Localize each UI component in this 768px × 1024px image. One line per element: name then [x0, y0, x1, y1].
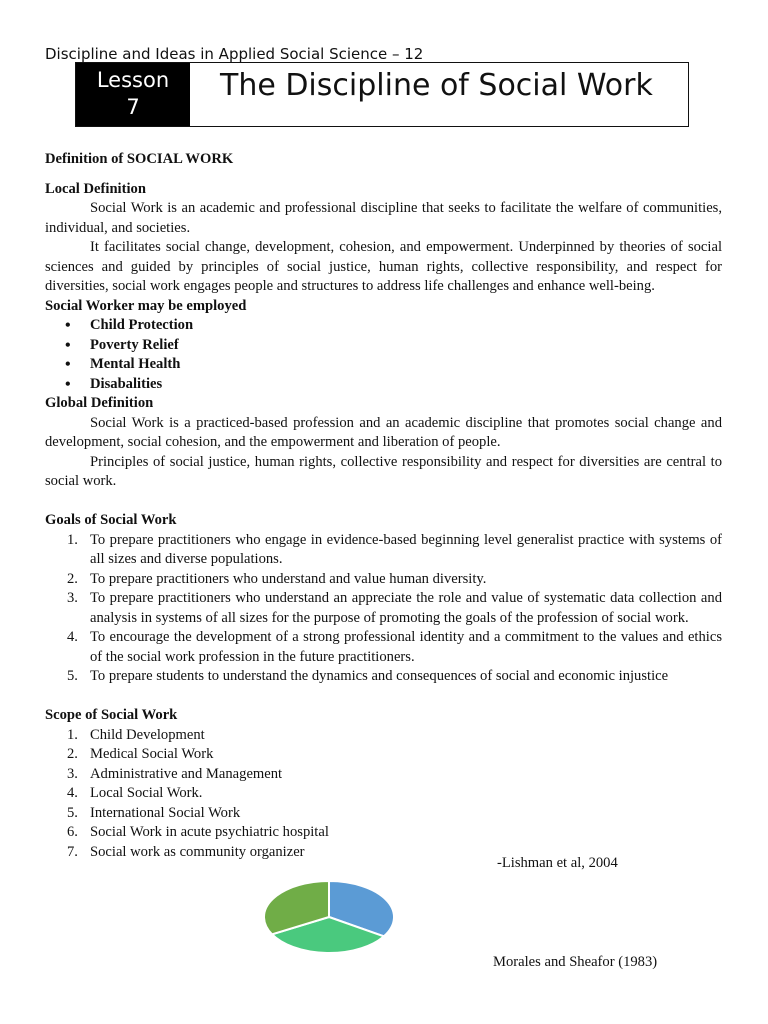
scope-list [45, 726, 722, 863]
local-definition-para1: Social Work is an academic and professional discipline that seeks to facilitate the welfare of communities, individual, and societies. [45, 200, 722, 236]
list-item: • Mental Health [45, 355, 722, 375]
list-item: 5. To prepare students to understand the dynamics and consequences of social and economic injustice [67, 668, 669, 684]
lesson-label-text: Lesson [96, 68, 170, 92]
list-item: 3. To prepare practitioners who understand an appreciate the role and value of systematic data collection and analysis in systems of all sizes for the purpose of promoting the goals of the profession of social work. [67, 590, 722, 626]
employed-list [45, 316, 722, 394]
list-item: 1. To prepare practitioners who engage in evidence-based beginning level generalist practice with systems of all sizes and diverse populations. [67, 531, 722, 567]
list-item: • Poverty Relief [45, 336, 722, 356]
list-item: • Disabalities [45, 375, 722, 395]
global-definition-para1: Social Work is a practiced-based profession and an academic discipline that promotes social change and development, social cohesion, and the empowerment and liberation of people. [45, 414, 722, 450]
global-definition-heading: Global Definition [45, 395, 154, 411]
document-body [45, 150, 722, 862]
list-item: 6. Social Work in acute psychiatric hospital [67, 824, 329, 840]
definition-heading: Definition of SOCIAL WORK [45, 151, 234, 167]
list-item: 2. Medical Social Work [67, 746, 214, 762]
local-definition-para2: It facilitates social change, development, cohesion, and empowerment. Underpinned by theories of social sciences and guided by principles of social justice, human rights, collective responsibility, and respect for diversities, social work engages people and structures to address life challenges and enhance well-being. [45, 239, 722, 294]
goals-list [45, 531, 722, 687]
lesson-banner [75, 62, 689, 127]
employed-heading: Social Worker may be employed [45, 297, 247, 314]
list-item: 7. Social work as community organizer [67, 843, 305, 860]
list-item: 1. Child Development [67, 726, 205, 743]
course-header: Discipline and Ideas in Applied Social Science – 12 [45, 45, 424, 63]
list-item: 4. To encourage the development of a strong professional identity and a commitment to the values and ethics of the social work profession in the future practitioners. [67, 629, 722, 665]
goals-heading: Goals of Social Work [45, 512, 177, 528]
list-item: 4. Local Social Work. [67, 785, 203, 801]
local-definition-heading: Local Definition [45, 180, 146, 197]
list-item: 5. International Social Work [67, 804, 241, 821]
lesson-number-label [76, 63, 190, 126]
list-item: • Child Protection [45, 316, 722, 336]
citation-morales: Morales and Sheafor (1983) [493, 954, 658, 970]
list-item: 2. To prepare practitioners who understand and value human diversity. [67, 570, 487, 587]
scope-heading: Scope of Social Work [45, 707, 178, 723]
pie-chart [262, 878, 396, 956]
citation-lishman: -Lishman et al, 2004 [497, 855, 618, 871]
lesson-number: 7 [126, 95, 140, 119]
list-item: 3. Administrative and Management [67, 765, 283, 782]
lesson-title: The Discipline of Social Work [220, 68, 653, 103]
global-definition-para2: Principles of social justice, human rights, collective responsibility and respect for diversities are central to social work. [45, 453, 722, 489]
